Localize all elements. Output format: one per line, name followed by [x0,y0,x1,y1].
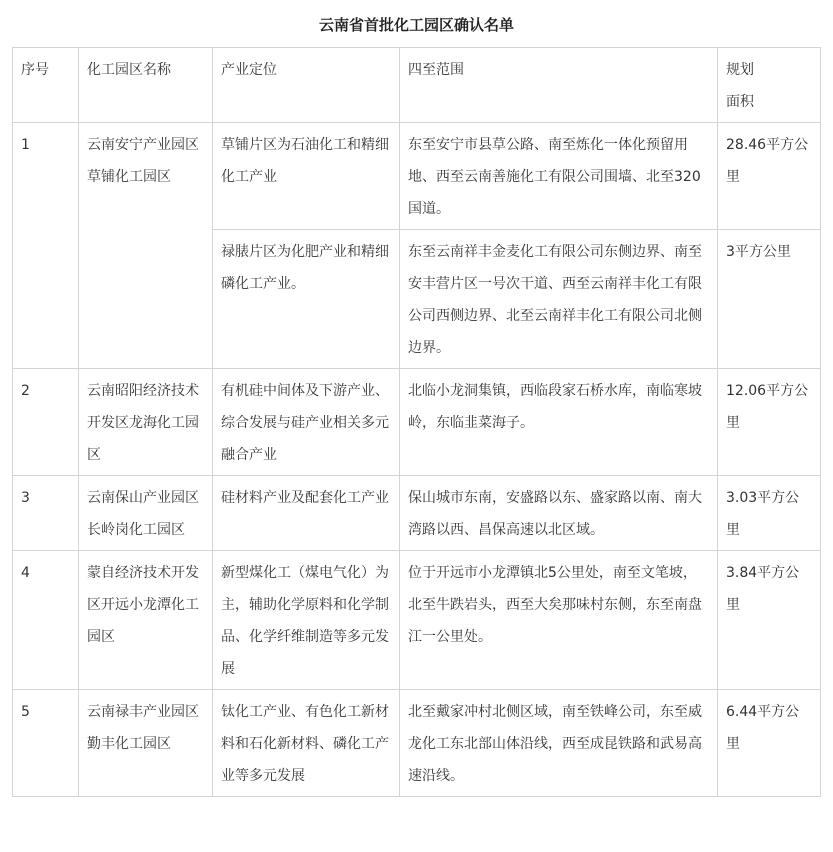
row-park-name: 蒙自经济技术开发区开远小龙潭化工园区 [79,551,213,690]
header-boundary: 四至范围 [400,48,718,123]
row-boundary: 东至安宁市县草公路、南至炼化一体化预留用地、西至云南善施化工有限公司围墙、北至320国道。 [400,123,718,230]
table-row [13,369,821,476]
row-park-name: 云南昭阳经济技术开发区龙海化工园区 [79,369,213,476]
header-area-line1: 规划 [726,62,754,78]
row-no: 5 [13,690,79,797]
row-no: 1 [13,123,79,369]
row-positioning: 新型煤化工（煤电气化）为主，辅助化学原料和化学制品、化学纤维制造等多元发展 [213,551,400,690]
header-positioning: 产业定位 [213,48,400,123]
row-area: 28.46平方公里 [718,123,821,230]
row-boundary: 北临小龙洞集镇，西临段家石桥水库，南临寒坡岭，东临韭菜海子。 [400,369,718,476]
row-area: 6.44平方公里 [718,690,821,797]
row-park-name: 云南保山产业园区长岭岗化工园区 [79,476,213,551]
header-area [718,48,821,123]
row-positioning: 草铺片区为石油化工和精细化工产业 [213,123,400,230]
table-row [13,551,821,690]
header-area-line2: 面积 [726,94,754,110]
row-no: 2 [13,369,79,476]
row-boundary: 北至戴家冲村北侧区域，南至铁峰公司，东至威龙化工东北部山体沿线，西至成昆铁路和武易高速沿线。 [400,690,718,797]
row-area: 3.84平方公里 [718,551,821,690]
table-header-row [13,48,821,123]
park-list-table [12,47,821,797]
row-boundary: 保山城市东南，安盛路以东、盛家路以南、南大湾路以西、昌保高速以北区域。 [400,476,718,551]
row-park-name: 云南禄丰产业园区勤丰化工园区 [79,690,213,797]
row-boundary: 位于开远市小龙潭镇北5公里处，南至文笔坡，北至牛跌岩头，西至大矣那味村东侧，东至南盘江一公里处。 [400,551,718,690]
header-no: 序号 [13,48,79,123]
row-boundary: 东至云南祥丰金麦化工有限公司东侧边界、南至安丰营片区一号次干道、西至云南祥丰化工有限公司西侧边界、北至云南祥丰化工有限公司北侧边界。 [400,230,718,369]
row-positioning: 硅材料产业及配套化工产业 [213,476,400,551]
header-park-name: 化工园区名称 [79,48,213,123]
row-positioning: 有机硅中间体及下游产业、综合发展与硅产业相关多元融合产业 [213,369,400,476]
row-area: 12.06平方公里 [718,369,821,476]
table-row [13,476,821,551]
row-no: 3 [13,476,79,551]
row-area: 3.03平方公里 [718,476,821,551]
row-no: 4 [13,551,79,690]
row-area: 3平方公里 [718,230,821,369]
row-positioning: 禄脿片区为化肥产业和精细磷化工产业。 [213,230,400,369]
table-row [13,690,821,797]
row-positioning: 钛化工产业、有色化工新材料和石化新材料、磷化工产业等多元发展 [213,690,400,797]
page-title: 云南省首批化工园区确认名单 [318,16,514,34]
table-row [13,123,821,230]
row-park-name: 云南安宁产业园区草铺化工园区 [79,123,213,369]
